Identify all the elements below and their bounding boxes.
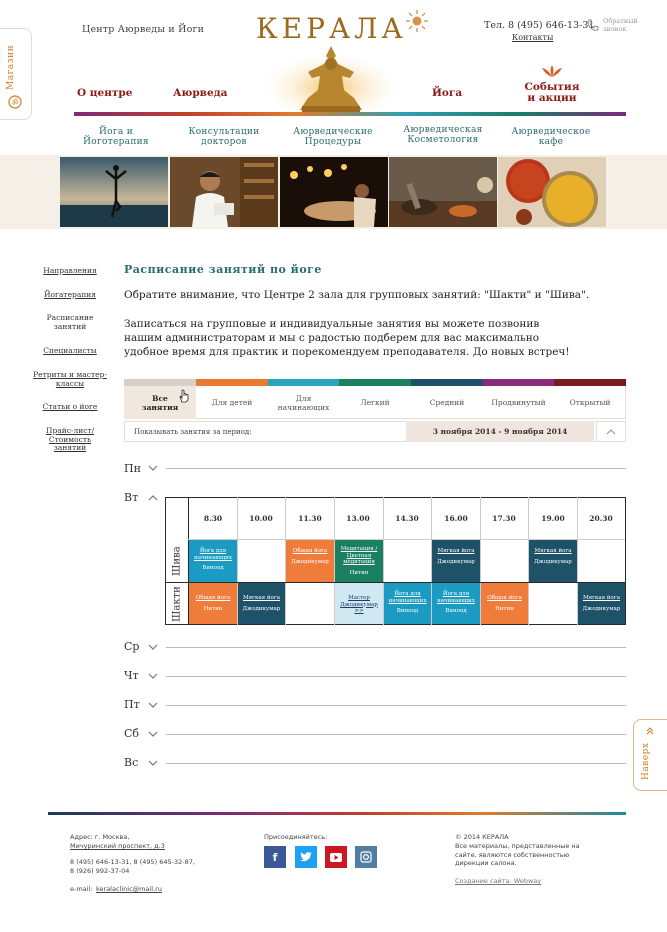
filter-tab-all[interactable]: Все занятия [124, 386, 196, 419]
class-instructor: Джодикумар [582, 605, 621, 612]
hall-shiva-label: Шива [171, 546, 183, 576]
filter-strip-open [554, 379, 626, 386]
footer-join: Присоединяйтесь: [264, 833, 328, 841]
day-thursday[interactable]: Чт [124, 669, 139, 682]
class-instructor: Джодикумар [242, 605, 281, 612]
time-header: 20.30 [589, 514, 613, 523]
nav-yoga[interactable]: Йога [432, 87, 463, 99]
class-title[interactable]: Йога для начинающих [437, 591, 475, 604]
sidebar-item-articles[interactable]: Статьи о йоге [42, 402, 98, 411]
callback-link[interactable]: Обратный звонок [603, 17, 638, 33]
class-title[interactable]: Общая йога [195, 595, 231, 601]
subnav-cafe[interactable]: Аюрведическое кафе [511, 127, 591, 147]
class-cell[interactable] [335, 540, 383, 582]
filter-tab-beginners[interactable]: Для начинающих [277, 393, 330, 412]
sidebar-item-yogatherapy[interactable]: Йогатерапия [43, 290, 97, 299]
sidebar-item-directions[interactable]: Направления [43, 266, 97, 275]
om-icon [8, 95, 22, 109]
class-title[interactable]: Медитация / Цветная медитация [340, 546, 378, 565]
page-title: Расписание занятий по йоге [124, 263, 322, 276]
footer-color-line [48, 812, 626, 815]
time-header: 14.30 [395, 514, 419, 523]
day-sunday[interactable]: Вс [124, 756, 139, 769]
filter-tab-medium[interactable]: Средний [429, 398, 465, 407]
filter-tab-open[interactable]: Открытый [569, 398, 611, 407]
site-tagline: Центр Аюрведы и Йоги [82, 24, 205, 35]
back-to-top-label[interactable]: Наверх [641, 742, 651, 780]
class-cell[interactable] [189, 583, 237, 624]
class-cell[interactable] [529, 540, 577, 582]
period-label: Показывать занятия за период: [134, 428, 252, 436]
class-title[interactable]: Мягкая йога [437, 548, 475, 554]
class-cell[interactable] [432, 540, 480, 582]
cosmetology-photo[interactable] [389, 157, 497, 227]
chevron-up-icon [645, 725, 655, 735]
class-instructor: Виноод [202, 565, 224, 571]
lotus-icon [540, 64, 564, 78]
deity-image [262, 42, 400, 114]
footer-copyright: © 2014 КЕРАЛА [455, 833, 509, 841]
footer-email-label: e-mail: [70, 885, 93, 893]
phone-icon[interactable] [586, 18, 600, 32]
filter-strip-light [339, 379, 411, 386]
day-tuesday[interactable]: Вт [124, 491, 139, 504]
footer-street[interactable]: Мичуринский проспект, д.3 [70, 842, 165, 850]
chevron-down-icon[interactable] [148, 465, 158, 472]
nav-events[interactable]: События и акции [524, 81, 580, 104]
class-cell[interactable] [189, 540, 237, 582]
shop-label[interactable]: Магазин [6, 44, 16, 90]
nav-ayurveda[interactable]: Аюрведа [173, 87, 228, 99]
day-divider [166, 705, 626, 706]
time-header: 8.30 [203, 514, 223, 523]
day-divider [166, 763, 626, 764]
chevron-down-icon[interactable] [148, 644, 158, 651]
chevron-down-icon[interactable] [148, 673, 158, 680]
class-cell[interactable] [384, 583, 431, 624]
facebook-icon[interactable]: f [264, 846, 286, 868]
subnav-consultations[interactable]: Консультации докторов [188, 127, 260, 147]
chevron-up-icon[interactable] [148, 494, 158, 501]
day-divider [166, 676, 626, 677]
class-title[interactable]: Мастер Джодикумар >> [340, 595, 378, 614]
chevron-up-icon [606, 428, 616, 435]
subnav-cosmetology[interactable]: Аюрведическая Косметология [403, 125, 483, 145]
youtube-icon[interactable] [325, 846, 347, 868]
contacts-link[interactable]: Контакты [512, 33, 554, 42]
filter-strip-medium [411, 379, 483, 386]
class-instructor: Виноод [396, 608, 419, 614]
time-header: 10.00 [249, 514, 273, 523]
class-title[interactable]: Общая йога [292, 548, 328, 554]
class-cell[interactable] [335, 583, 383, 624]
time-header: 13.00 [346, 514, 370, 523]
footer-rights: Все материалы, представленные на сайте, являются собственностью дирекции салона. [455, 842, 580, 867]
procedure-photo[interactable] [280, 157, 388, 227]
filter-strip-all [124, 379, 196, 386]
chevron-down-icon[interactable] [148, 760, 158, 767]
doctor-photo[interactable] [170, 157, 278, 227]
halls-note: Обратите внимание, что Центре 2 зала для групповых занятий: "Шакти" и "Шива". [124, 289, 590, 301]
subnav-yoga[interactable]: Йога и Йоготерапия [83, 127, 149, 147]
footer-address: Адрес: г. Москва, [70, 833, 130, 841]
class-title[interactable]: Мягкая йога [534, 548, 572, 554]
period-range[interactable]: 3 ноября 2014 - 9 ноября 2014 [406, 421, 594, 442]
time-header: 11.30 [298, 514, 322, 523]
class-cell[interactable] [238, 583, 285, 624]
day-saturday[interactable]: Сб [124, 727, 140, 740]
day-divider [166, 647, 626, 648]
filter-strip-beginners [268, 379, 339, 386]
yoga-photo[interactable] [60, 157, 168, 227]
time-header: 17.30 [492, 514, 516, 523]
chevron-down-icon[interactable] [148, 731, 158, 738]
sidebar-item-retreats[interactable]: Ретриты и мастер-классы [33, 370, 107, 388]
filter-tab-kids[interactable]: Для детей [211, 398, 253, 407]
sidebar-item-schedule[interactable]: Расписание занятий [46, 313, 94, 331]
time-header: 19.00 [541, 514, 565, 523]
svg-text:ॐ: ॐ [11, 98, 19, 107]
intro-text: Записаться на групповые и индивидуальные занятия вы можете позвонив нашим администраторам и мы с радостью подберем для вас максимально удобное время для практик и порекомендуем преподавателя. До новых встреч! [124, 318, 570, 358]
class-title[interactable]: Йога для начинающих [194, 548, 232, 561]
day-wednesday[interactable]: Ср [124, 640, 140, 653]
class-instructor: Нитин [203, 605, 223, 612]
twitter-icon[interactable] [295, 846, 317, 868]
chevron-down-icon[interactable] [148, 702, 158, 709]
period-toggle-button[interactable] [596, 422, 624, 441]
class-title[interactable]: Йога для начинающих [388, 591, 427, 604]
class-instructor: Нитин [495, 605, 514, 612]
sidebar-item-specialists[interactable]: Специалисты [43, 346, 97, 355]
footer-email[interactable]: keralaclinic@mail.ru [96, 885, 162, 893]
class-cell[interactable] [578, 583, 625, 624]
class-cell[interactable] [286, 540, 334, 582]
footer-phone2: 8 (926) 992-37-04 [70, 867, 130, 875]
instagram-icon[interactable] [355, 846, 377, 868]
subnav-procedures[interactable]: Аюрведические Процедуры [293, 127, 373, 147]
class-title[interactable]: Мягкая йога [582, 595, 621, 601]
sun-icon [405, 9, 429, 33]
class-instructor: Джодикумар [437, 558, 475, 565]
filter-tab-light[interactable]: Легкий [360, 398, 390, 407]
class-instructor: Джодикумар [534, 558, 572, 565]
footer-phones: 8 (495) 646-13-31, 8 (495) 645-32-87, [70, 858, 195, 866]
class-title[interactable]: Общая йога [487, 595, 522, 601]
time-header: 16.00 [444, 514, 468, 523]
filter-tab-advanced[interactable]: Продвинутый [491, 398, 546, 407]
day-divider [166, 468, 626, 469]
class-cell[interactable] [432, 583, 480, 624]
day-divider [166, 734, 626, 735]
day-friday[interactable]: Пт [124, 698, 140, 711]
cafe-photo[interactable] [498, 157, 606, 227]
header-phone: Тел. 8 (495) 646-13-31 [484, 20, 595, 31]
day-monday[interactable]: Пн [124, 462, 141, 475]
hall-shakti-label: Шакти [171, 586, 183, 622]
hand-cursor-icon [176, 388, 192, 404]
class-instructor: Виноод [445, 608, 467, 614]
class-instructor: Нитин [349, 569, 369, 576]
nav-about[interactable]: О центре [77, 87, 133, 99]
class-instructor: Джодикумар [291, 558, 329, 565]
nav-color-line [74, 112, 626, 116]
class-title[interactable]: Мягкая йога [242, 595, 281, 601]
footer-creator-link[interactable]: Создание сайта: Webway [455, 877, 542, 885]
filter-strip-kids [196, 379, 268, 386]
filter-strip-advanced [483, 379, 554, 386]
class-cell[interactable] [481, 583, 528, 624]
sidebar-item-prices[interactable]: Прайс-лист/ Стоимость занятий [45, 426, 95, 452]
site-logo[interactable]: КЕРАЛА [256, 12, 407, 45]
